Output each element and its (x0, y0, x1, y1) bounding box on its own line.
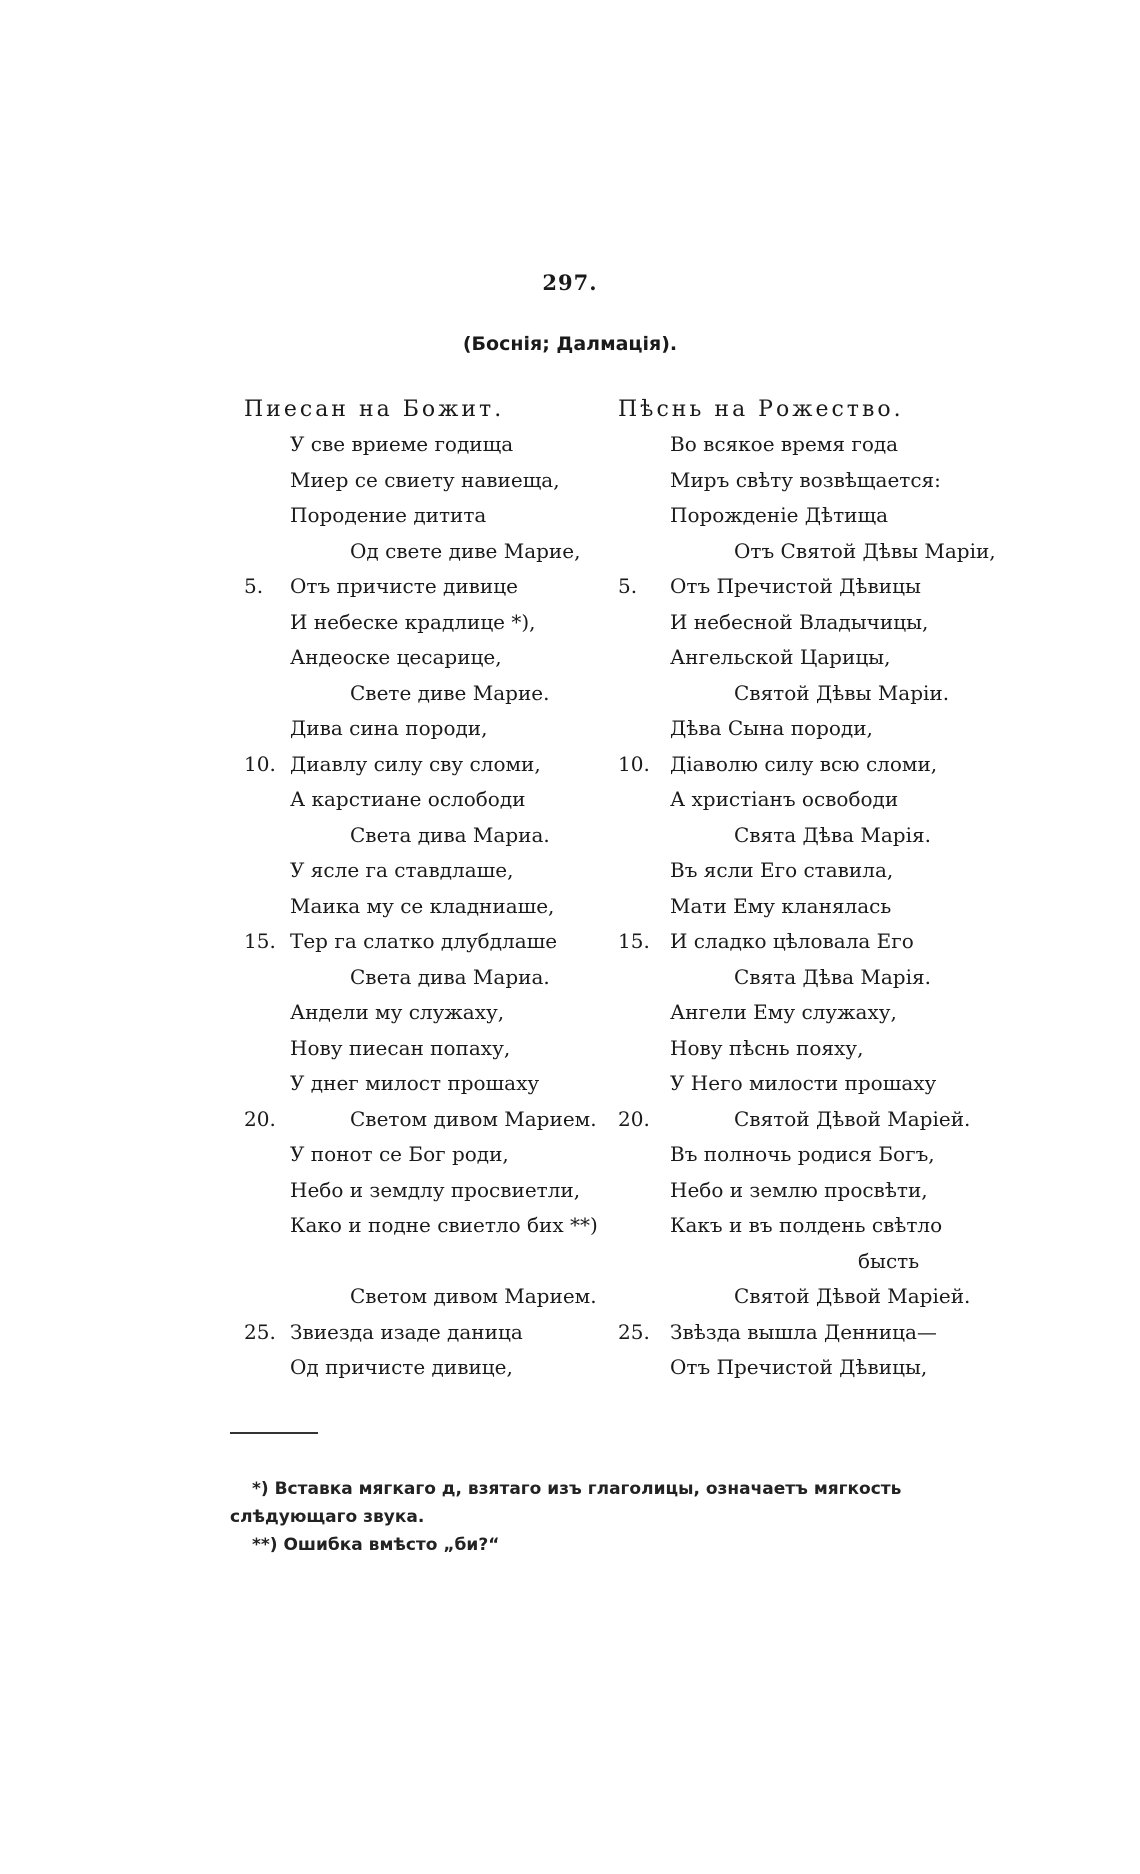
left-line-text: Миер се свиету навиеща, (290, 467, 560, 492)
right-line-text: Діаволю силу всю сломи, (670, 751, 938, 776)
left-verse-line (244, 995, 624, 1031)
left-line-text: Светом дивом Марием. (350, 1106, 597, 1131)
right-line-text: Святой Дѣвой Маріей. (734, 1284, 971, 1308)
left-line-text: Небо и земдлу просвиетли, (290, 1177, 581, 1202)
right-verse-line (618, 711, 1020, 747)
right-verse-line (618, 853, 1020, 889)
left-line-number: 20. (244, 1106, 276, 1131)
left-verse-line (244, 818, 624, 854)
right-verse-line (618, 1173, 1020, 1209)
region-subtitle: (Боснія; Далмація). (462, 333, 678, 355)
right-line-text: Ангели Ему служаху, (670, 1000, 897, 1024)
left-verse-line (244, 747, 624, 783)
right-line-number: 5. (618, 574, 638, 598)
footnotes (230, 1475, 1000, 1559)
left-line-number: 5. (244, 574, 264, 598)
left-verse-line (244, 711, 624, 747)
left-verse-line (244, 924, 624, 960)
left-verse-line (244, 1102, 624, 1138)
left-verse-line (244, 1031, 624, 1067)
footnote-1: *) Вставка мягкаго д, взятаго изъ глаголицы, означаетъ мягкость слѣдующаго звука. (230, 1479, 902, 1527)
right-verse-line (618, 1137, 1020, 1173)
left-line-text: Света дива Мариа. (350, 964, 550, 989)
left-verse-line (244, 782, 624, 818)
left-verse-line (244, 569, 624, 605)
left-verse-line (244, 1244, 624, 1280)
left-verse-line (244, 427, 624, 463)
right-line-text: А христіанъ освободи (670, 787, 899, 811)
right-verse-line (618, 1066, 1020, 1102)
left-line-text: Звиезда изаде даница (290, 1319, 523, 1344)
right-line-text: И сладко цѣловала Его (670, 929, 914, 953)
right-verse-line (618, 995, 1020, 1031)
left-line-text: Дива сина породи, (290, 716, 488, 740)
right-verse-line (618, 782, 1020, 818)
right-verse-line (618, 889, 1020, 925)
right-verse-line (618, 676, 1020, 712)
page-number: 297. (542, 270, 598, 295)
right-line-text: Мати Ему кланялась (670, 893, 892, 918)
right-line-text: Какъ и въ полдень свѣтло (670, 1213, 943, 1237)
right-line-text: Во всякое время года (670, 432, 899, 456)
right-line-text: Дѣва Сына породи, (670, 716, 873, 740)
left-line-text: Маика му се кладниаше, (290, 893, 555, 918)
left-line-text: Нову пиесан попаху, (290, 1035, 511, 1060)
left-line-number: 10. (244, 751, 276, 776)
right-verse-line (618, 534, 1020, 570)
left-line-text: У све вриеме годища (290, 432, 514, 456)
left-line-text: Андели му служаху, (290, 1000, 505, 1024)
right-verse-line (618, 569, 1020, 605)
right-verse-line (618, 427, 1020, 463)
right-line-text: Нову пѣснь пояху, (670, 1035, 864, 1060)
right-verse-line (618, 640, 1020, 676)
right-verse-line (618, 818, 1020, 854)
right-line-number: 25. (618, 1319, 650, 1344)
left-line-number: 15. (244, 929, 276, 953)
right-line-number: 10. (618, 751, 650, 776)
left-line-text: Андеоске цесарице, (290, 645, 502, 669)
right-verse-line (618, 1244, 1020, 1280)
left-line-number: 25. (244, 1319, 276, 1344)
right-verse-line (618, 1315, 1020, 1351)
right-line-text: И небесной Владычицы, (670, 609, 929, 634)
left-line-text: Свете диве Марие. (350, 680, 550, 705)
left-verse-list (244, 427, 624, 1386)
left-line-text: Тер га слатко длубдлаше (290, 929, 558, 953)
left-line-text: А карстиане ослободи (290, 787, 526, 811)
left-line-text: Од причисте дивице, (290, 1355, 513, 1379)
left-column-serbian (244, 392, 624, 1386)
left-verse-line (244, 853, 624, 889)
right-verse-line (618, 1031, 1020, 1067)
right-line-number: 20. (618, 1106, 650, 1131)
right-line-text: Въ полночь родися Богъ, (670, 1142, 935, 1166)
right-verse-line (618, 463, 1020, 499)
left-line-text: Породение дитита (290, 503, 487, 527)
right-line-text: бысть (858, 1248, 920, 1273)
right-line-text: Небо и землю просвѣти, (670, 1177, 928, 1202)
right-line-text: Свята Дѣва Марія. (734, 964, 931, 989)
right-line-text: Звѣзда вышла Денница— (670, 1319, 937, 1344)
left-verse-line (244, 1350, 624, 1386)
left-verse-line (244, 1066, 624, 1102)
left-verse-line (244, 1208, 624, 1244)
left-verse-line (244, 1315, 624, 1351)
right-line-text: Миръ свѣту возвѣщается: (670, 467, 941, 492)
right-line-text: Свята Дѣва Марія. (734, 822, 931, 847)
left-verse-line (244, 1279, 624, 1315)
right-line-text: Отъ Пречистой Дѣвицы (670, 574, 921, 598)
left-line-text: У понот се Бог роди, (290, 1142, 509, 1166)
footnote-2: **) Ошибка вмѣсто „би?“ (252, 1535, 500, 1555)
left-verse-line (244, 498, 624, 534)
right-verse-list (618, 427, 1020, 1386)
right-line-text: Отъ Пречистой Дѣвицы, (670, 1355, 928, 1379)
right-verse-line (618, 1350, 1020, 1386)
left-verse-line (244, 534, 624, 570)
right-verse-line (618, 498, 1020, 534)
left-line-text: Диавлу силу сву слoми, (290, 751, 541, 776)
left-verse-line (244, 1137, 624, 1173)
right-line-text: Ангельской Царицы, (670, 645, 891, 669)
left-verse-line (244, 889, 624, 925)
left-verse-line (244, 605, 624, 641)
right-column-russian (618, 392, 1020, 1386)
footnote-divider (230, 1432, 318, 1434)
left-verse-line (244, 960, 624, 996)
right-song-title: Пѣснь на Рожество. (618, 397, 904, 422)
right-verse-line (618, 960, 1020, 996)
right-verse-line (618, 924, 1020, 960)
left-verse-line (244, 676, 624, 712)
left-verse-line (244, 1173, 624, 1209)
right-verse-line (618, 1208, 1020, 1244)
left-line-text: И небеске крадлице *), (290, 609, 536, 634)
right-verse-line (618, 605, 1020, 641)
right-verse-line (618, 747, 1020, 783)
right-verse-line (618, 1279, 1020, 1315)
left-song-title: Пиесан на Божит. (244, 397, 505, 422)
left-verse-line (244, 463, 624, 499)
left-line-text: Светом дивом Марием. (350, 1284, 597, 1308)
left-line-text: Како и подне свиетло бих **) (290, 1213, 598, 1237)
right-line-text: У Него милости прошаху (670, 1071, 937, 1095)
left-line-text: Света дива Мариа. (350, 822, 550, 847)
right-line-text: Святой Дѣвой Маріей. (734, 1106, 971, 1131)
left-line-text: Отъ причисте дивице (290, 574, 518, 598)
right-line-text: Отъ Святой Дѣвы Маріи, (734, 538, 996, 563)
right-line-text: Святой Дѣвы Маріи. (734, 680, 950, 705)
left-line-text: У днег милост прошаху (290, 1071, 540, 1095)
right-verse-line (618, 1102, 1020, 1138)
left-verse-line (244, 640, 624, 676)
right-line-number: 15. (618, 929, 650, 953)
left-line-text: У ясле га ставдлаше, (290, 858, 514, 882)
right-line-text: Порожденіе Дѣтища (670, 503, 889, 527)
left-line-text: Од свете диве Марие, (350, 538, 581, 563)
right-line-text: Въ ясли Его ставила, (670, 858, 894, 882)
